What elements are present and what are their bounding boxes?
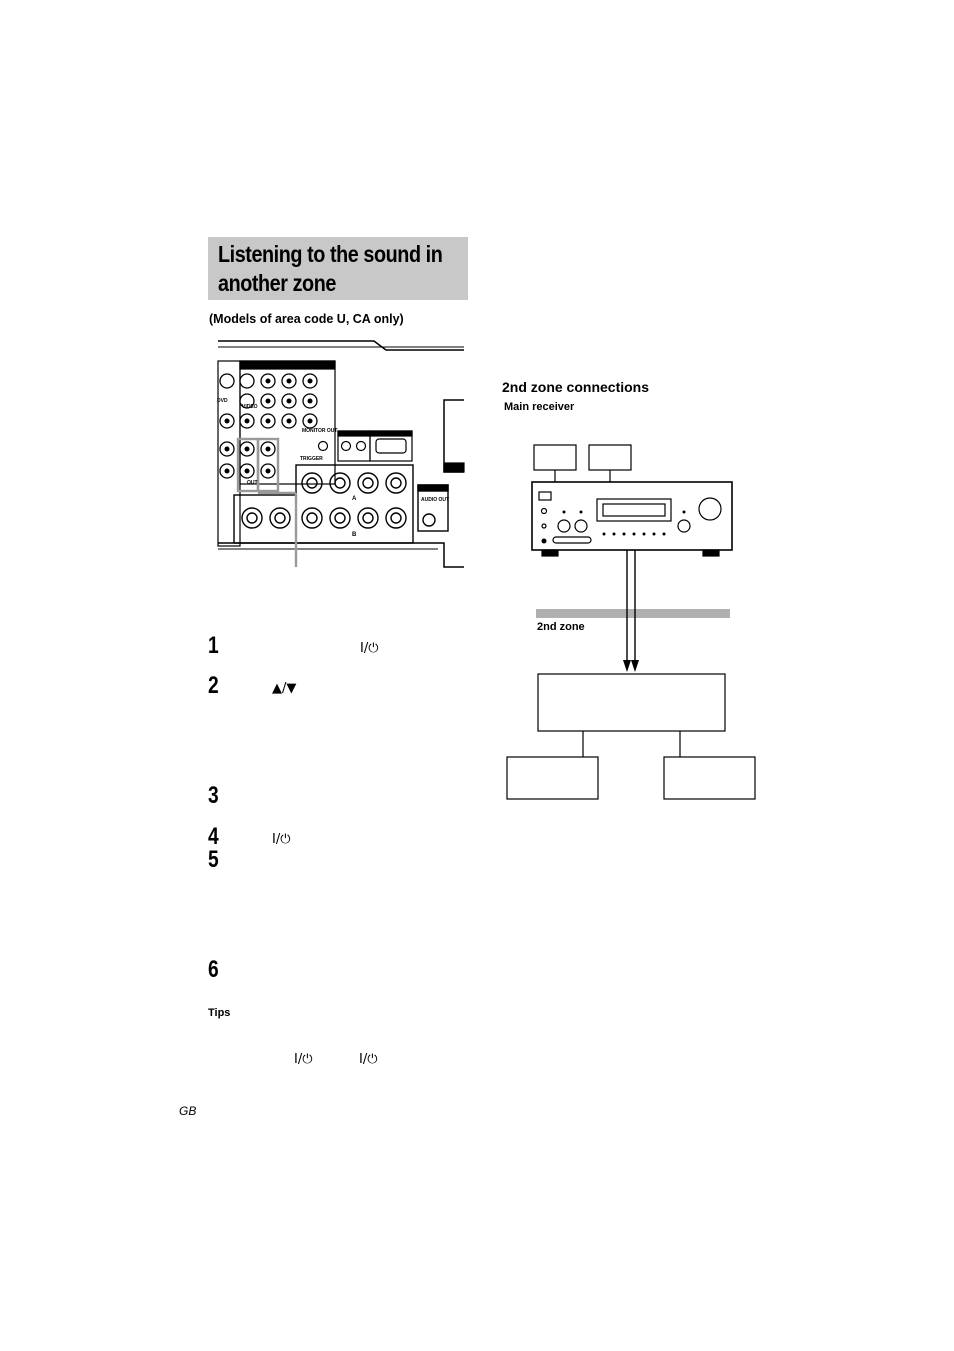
page-title-line2: another zone xyxy=(218,270,336,296)
area-code-subheading: (Models of area code U, CA only) xyxy=(209,312,404,326)
zone-connections-heading: 2nd zone connections xyxy=(502,379,650,395)
step-1-number: 1 xyxy=(208,632,219,659)
power-icon: I/⏻ xyxy=(360,641,379,656)
step-6-number: 6 xyxy=(208,956,219,983)
rear-label-dvd: DVD xyxy=(217,398,228,404)
rear-label-speaker-a: A xyxy=(352,496,357,502)
page-title xyxy=(218,240,443,298)
second-zone-label: 2nd zone xyxy=(537,621,585,633)
up-down-arrow-icon: ▲/▼ xyxy=(272,681,297,696)
power-icon: I/⏻ xyxy=(359,1052,378,1067)
power-icon: I/⏻ xyxy=(294,1052,313,1067)
step-2-number: 2 xyxy=(208,672,219,699)
power-icon: I/⏻ xyxy=(272,832,291,847)
main-receiver-label: Main receiver xyxy=(504,401,575,413)
page-title-line1: Listening to the sound in xyxy=(218,241,443,267)
rear-label-video: VIDEO xyxy=(242,404,258,410)
step-3-number: 3 xyxy=(208,782,219,809)
step-4-number: 4 xyxy=(208,823,219,850)
rear-label-speaker-b: B xyxy=(352,532,357,538)
rear-label-out: OUT xyxy=(247,480,258,486)
step-5-number: 5 xyxy=(208,846,219,873)
tips-heading: Tips xyxy=(208,1007,231,1019)
language-code: GB xyxy=(179,1104,197,1118)
rear-label-audio-out: AUDIO OUT xyxy=(421,497,450,503)
rear-label-monitor-out: MONITOR OUT xyxy=(302,428,338,434)
rear-label-trigger: TRIGGER xyxy=(300,456,323,462)
rear-panel-illustration xyxy=(214,335,468,575)
